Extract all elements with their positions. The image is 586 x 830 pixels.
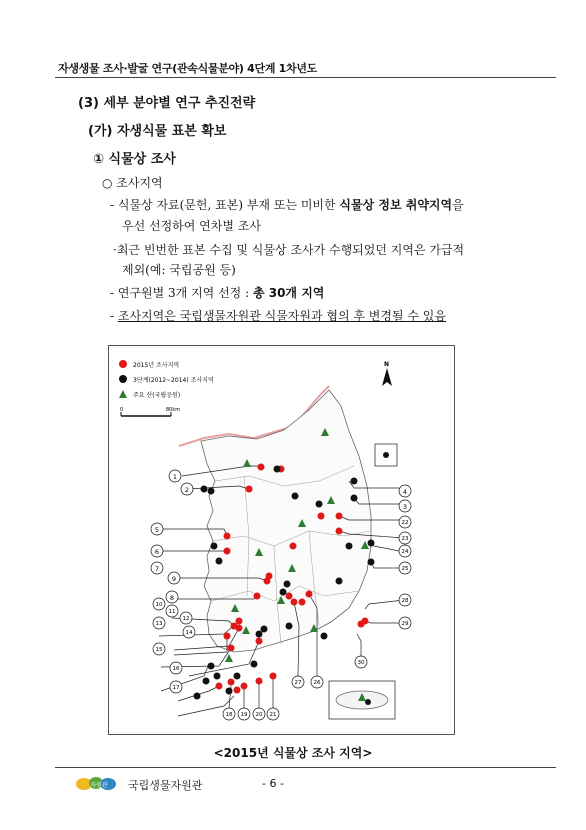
svg-text:19: 19 [240, 712, 248, 718]
jeju-dot [365, 699, 371, 705]
bullet-3 [110, 284, 324, 301]
svg-text:29: 29 [401, 621, 409, 627]
label-11 [166, 605, 178, 617]
bullet-2-line-2: 제외(예: 국립공원 등) [122, 263, 236, 277]
svg-text:18: 18 [225, 712, 233, 718]
site-previous [351, 495, 358, 502]
svg-text:30: 30 [357, 660, 365, 666]
survey-area-item: ○ 조사지역 [102, 176, 163, 190]
label-12 [180, 612, 192, 624]
svg-text:2: 2 [184, 486, 190, 494]
label-16 [170, 662, 182, 674]
bullet-1-text-b: 을 [452, 198, 464, 212]
site-2015 [270, 673, 277, 680]
site-previous [280, 589, 287, 596]
svg-text:8: 8 [169, 594, 175, 602]
label-29 [399, 617, 411, 629]
bullet-4-dash: - [110, 309, 118, 323]
svg-text:N: N [384, 361, 390, 368]
site-previous [351, 478, 358, 485]
label-21 [267, 708, 279, 720]
legend-mountain-icon [119, 390, 127, 398]
site-previous [226, 688, 233, 695]
peninsula-outline [201, 390, 371, 652]
footer-divider [55, 767, 556, 768]
svg-text:자원관: 자원관 [90, 782, 108, 789]
site-2015 [358, 621, 365, 628]
site-2015 [254, 593, 261, 600]
site-2015 [228, 645, 235, 652]
svg-text:26: 26 [313, 680, 321, 686]
bullet-2-line-1: ·최근 빈번한 표본 수집 및 식물상 조사가 수행되었던 지역은 가급적 [113, 243, 465, 257]
svg-text:23: 23 [401, 536, 409, 542]
site-2015 [241, 683, 248, 690]
bullet-1-line-1 [110, 196, 464, 213]
bullet-4 [110, 307, 446, 324]
site-previous [251, 661, 258, 668]
site-previous [261, 626, 268, 633]
site-2015 [246, 486, 253, 493]
bullet-1-text-a: - 식물상 자료(문헌, 표본) 부재 또는 미비한 [110, 198, 340, 212]
label-13 [153, 617, 165, 629]
subsection-heading: (가) 자생식물 표본 확보 [88, 124, 227, 139]
svg-text:17: 17 [172, 685, 180, 691]
label-22 [399, 516, 411, 528]
scale-start: 0 [120, 407, 124, 413]
institute-logo [74, 774, 124, 792]
header-divider [55, 77, 556, 78]
legend-black-dot [119, 375, 127, 383]
site-2015 [258, 464, 265, 471]
document-header-title: 자생생물 조사·발굴 연구(관속식물분야) 4단계 1차년도 [58, 62, 318, 75]
site-previous [256, 631, 263, 638]
site-previous [201, 486, 208, 493]
label-20 [253, 708, 265, 720]
site-previous [234, 673, 241, 680]
north-arrow-icon [382, 361, 392, 386]
svg-text:3: 3 [402, 503, 408, 511]
site-previous [214, 673, 221, 680]
label-25 [399, 562, 411, 574]
svg-text:15: 15 [155, 647, 163, 653]
svg-text:7: 7 [154, 565, 160, 573]
bullet-1-line-2: 우선 선정하여 연차별 조사 [122, 219, 261, 233]
site-previous [194, 693, 201, 700]
label-6 [151, 545, 163, 557]
svg-text:21: 21 [269, 712, 277, 718]
site-2015 [291, 599, 298, 606]
legend-red-dot [119, 360, 127, 368]
site-2015 [299, 599, 306, 606]
svg-text:24: 24 [401, 549, 409, 555]
site-previous [316, 501, 323, 508]
footer-organization: 국립생물자원관 [128, 779, 203, 792]
site-2015 [256, 678, 263, 685]
site-previous [203, 678, 210, 685]
svg-text:10: 10 [155, 602, 163, 608]
svg-text:6: 6 [154, 548, 160, 556]
svg-text:9: 9 [171, 575, 177, 583]
label-30 [355, 656, 367, 668]
bullet-1-bold: 식물상 정보 취약지역 [339, 198, 453, 212]
label-28 [399, 594, 411, 606]
label-27 [292, 676, 304, 688]
svg-text:25: 25 [401, 566, 409, 572]
site-previous [336, 578, 343, 585]
site-previous [208, 488, 215, 495]
bullet-3-text: - 연구원별 3개 지역 선정 : [110, 286, 253, 300]
site-previous [368, 540, 375, 547]
site-2015 [290, 543, 297, 550]
site-2015 [336, 528, 343, 535]
site-2015 [286, 593, 293, 600]
site-previous [211, 543, 218, 550]
site-2015 [306, 591, 313, 598]
legend-item-1: 2015년 조사지역 [133, 362, 180, 369]
legend-item-3: 주요 산(국립공원) [133, 392, 181, 399]
site-previous [208, 663, 215, 670]
site-2015 [336, 513, 343, 520]
label-14 [183, 626, 195, 638]
korea-map-svg [109, 346, 454, 734]
map-legend [119, 360, 214, 416]
label-1 [169, 470, 181, 482]
label-18 [223, 708, 235, 720]
svg-text:5: 5 [154, 526, 160, 534]
site-previous [292, 493, 299, 500]
svg-text:14: 14 [185, 630, 193, 636]
label-10 [153, 598, 165, 610]
site-2015 [236, 618, 243, 625]
svg-text:4: 4 [402, 488, 408, 496]
site-previous [368, 559, 375, 566]
label-3 [399, 500, 411, 512]
section-heading: (3) 세부 분야별 연구 추진전략 [78, 96, 256, 111]
svg-text:28: 28 [401, 598, 409, 604]
site-previous [321, 633, 328, 640]
label-19 [238, 708, 250, 720]
svg-text:20: 20 [255, 712, 263, 718]
label-15 [153, 643, 165, 655]
site-previous [274, 466, 281, 473]
site-2015 [228, 679, 235, 686]
svg-text:12: 12 [182, 616, 190, 622]
figure-caption: <2015년 식물상 조사 지역> [213, 746, 373, 760]
svg-text:16: 16 [172, 666, 180, 672]
label-26 [311, 676, 323, 688]
label-17 [170, 681, 182, 693]
scale-bar [120, 407, 180, 416]
legend-item-2: 3단계(2012~2014) 조사지역 [133, 377, 214, 384]
svg-text:27: 27 [294, 680, 302, 686]
label-8 [166, 591, 178, 603]
site-2015 [216, 683, 223, 690]
survey-map-figure [108, 345, 455, 735]
subsubsection-heading: ① 식물상 조사 [93, 152, 176, 167]
label-4 [399, 485, 411, 497]
page-number: - 6 - [262, 777, 284, 790]
site-2015 [224, 548, 231, 555]
site-2015 [224, 533, 231, 540]
label-9 [168, 572, 180, 584]
site-2015 [236, 625, 243, 632]
scale-end: 80km [166, 407, 181, 413]
site-previous [286, 623, 293, 630]
svg-text:13: 13 [155, 621, 163, 627]
site-2015 [234, 687, 241, 694]
svg-text:22: 22 [401, 520, 409, 526]
label-23 [399, 532, 411, 544]
ulleungdo-dot [383, 452, 389, 458]
site-previous [346, 543, 353, 550]
label-2 [181, 483, 193, 495]
site-2015 [256, 638, 263, 645]
site-2015 [266, 573, 273, 580]
svg-text:1: 1 [172, 473, 178, 481]
label-5 [151, 523, 163, 535]
svg-text:11: 11 [168, 609, 176, 615]
label-24 [399, 545, 411, 557]
label-7 [151, 562, 163, 574]
site-previous [284, 581, 291, 588]
bullet-3-bold: 총 30개 지역 [252, 286, 325, 300]
site-2015 [318, 513, 325, 520]
site-2015 [224, 633, 231, 640]
site-previous [216, 558, 223, 565]
bullet-4-underlined: 조사지역은 국립생물자원관 식물자원과 협의 후 변경될 수 있음 [117, 309, 446, 323]
